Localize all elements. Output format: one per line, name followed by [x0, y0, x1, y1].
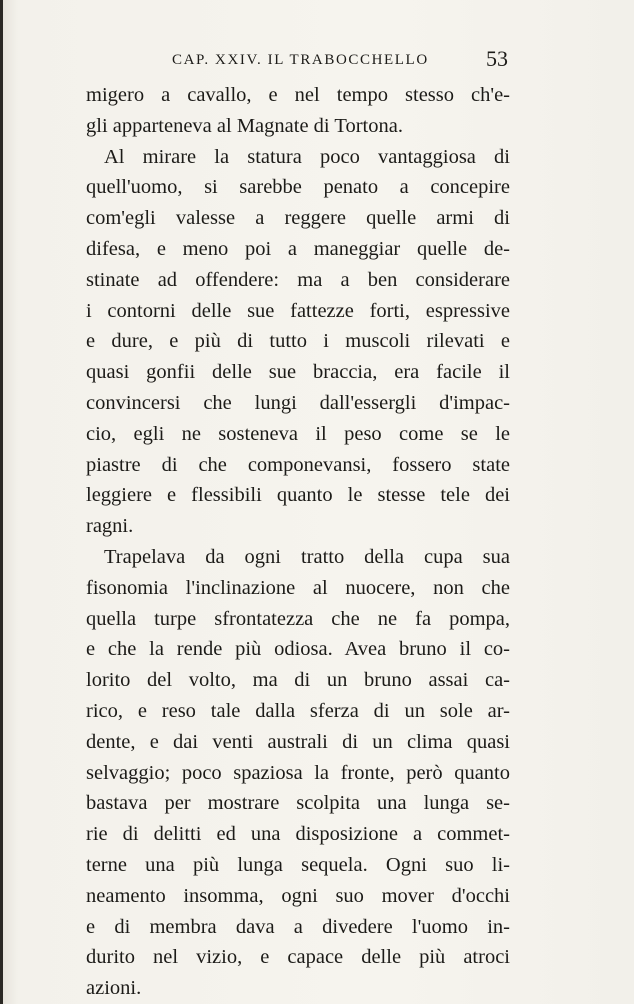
text-line: dente, e dai venti australi di un clima quasi — [86, 730, 510, 753]
text-line: cio, egli ne sosteneva il peso come se le — [86, 422, 510, 445]
text-line: azioni. — [86, 977, 142, 1000]
text-line: Trapelava da ogni tratto della cupa sua — [104, 545, 510, 568]
chapter-heading: CAP. XXIV. IL TRABOCCHELLO — [172, 52, 429, 68]
page-edge-shadow — [0, 0, 3, 1004]
text-line: lorito del volto, ma di un bruno assai ca- — [86, 669, 510, 692]
text-line: migero a cavallo, e nel tempo stesso ch'e- — [86, 84, 510, 106]
text-line: terne una più lunga sequela. Ogni suo li- — [86, 853, 510, 876]
text-line: quasi gonfii delle sue braccia, era facile il — [86, 361, 510, 384]
text-line: quell'uomo, si sarebbe penato a concepire — [86, 176, 510, 199]
text-line: e di membra dava a divedere l'uomo in- — [86, 915, 510, 938]
text-line: stinate ad offendere: ma a ben considerare — [86, 268, 510, 291]
text-line: difesa, e meno poi a maneggiar quelle de- — [86, 237, 510, 260]
text-line: leggiere e flessibili quanto le stesse tele dei — [86, 484, 510, 507]
text-line: selvaggio; poco spaziosa la fronte, però quanto — [86, 761, 510, 784]
text-line: durito nel vizio, e capace delle più atroci — [86, 946, 510, 969]
text-line: i contorni delle sue fattezze forti, espressive — [86, 299, 510, 322]
body-text — [86, 80, 510, 1004]
text-line: fisonomia l'inclinazione al nuocere, non che — [86, 576, 510, 599]
text-line: com'egli valesse a reggere quelle armi di — [86, 207, 510, 230]
text-line: piastre di che componevansi, fossero state — [86, 453, 510, 476]
text-line: e che la rende più odiosa. Avea bruno il co- — [86, 638, 510, 661]
text-line: bastava per mostrare scolpita una lunga se- — [86, 792, 510, 815]
text-line: ragni. — [86, 515, 134, 538]
text-line: gli apparteneva al Magnate di Tortona. — [86, 114, 403, 137]
running-head — [88, 44, 508, 78]
page-number: 53 — [486, 46, 508, 71]
text-line: convincersi che lungi dall'essergli d'impac- — [86, 391, 510, 414]
text-line: e dure, e più di tutto i muscoli rilevati e — [86, 330, 510, 353]
text-line: rie di delitti ed una disposizione a commet- — [86, 823, 510, 846]
text-line: rico, e reso tale dalla sferza di un sole ar- — [86, 699, 510, 722]
text-line: neamento insomma, ogni suo mover d'occhi — [86, 884, 510, 907]
text-line: Al mirare la statura poco vantaggiosa di — [104, 145, 510, 168]
text-line: quella turpe sfrontatezza che ne fa pompa, — [86, 607, 510, 630]
